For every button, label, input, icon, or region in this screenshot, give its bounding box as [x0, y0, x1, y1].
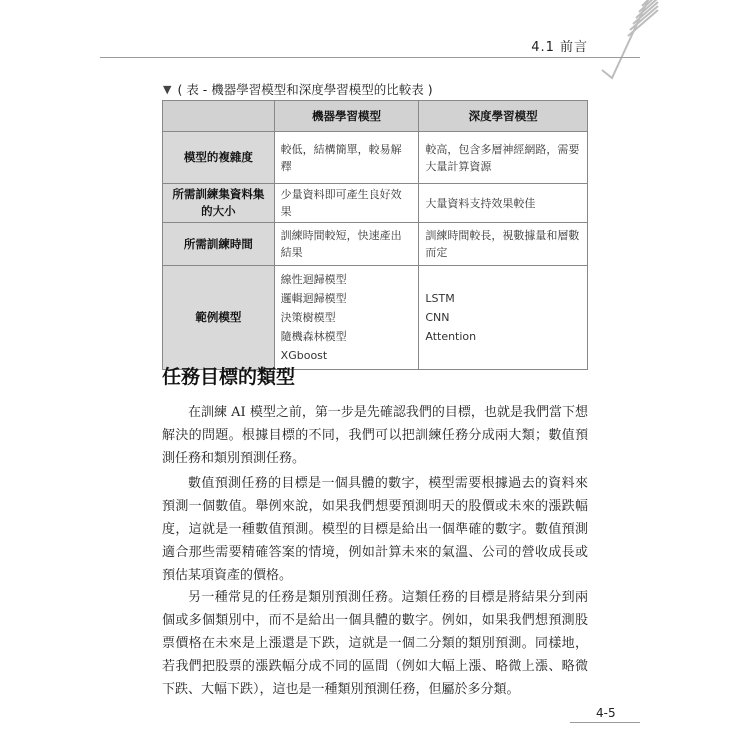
table-header-corner	[163, 101, 275, 132]
section-title: 任務目標的類型	[162, 366, 296, 388]
model-item: XGboost	[280, 349, 328, 362]
table-header-dl: 深度學習模型	[419, 101, 588, 132]
row-label: 範例模型	[163, 266, 275, 370]
dl-cell	[419, 266, 588, 370]
dl-cell: 較高，包含多層神經網路，需要大量計算資源	[419, 132, 588, 184]
model-item: LSTM	[425, 292, 455, 305]
table-header-ml: 機器學習模型	[274, 101, 419, 132]
row-label: 所需訓練時間	[163, 223, 275, 266]
model-item: 邏輯迴歸模型	[280, 292, 347, 305]
model-item: 線性迴歸模型	[280, 273, 347, 286]
ml-cell	[274, 266, 419, 370]
body-paragraph: 在訓練 AI 模型之前，第一步是先確認我們的目標，也就是我們當下想解決的問題。根據目標的不同，我們可以把訓練任務分成兩大類；數值預測任務和類別預測任務。	[162, 405, 588, 466]
ml-cell: 較低，結構簡單，較易解釋	[274, 132, 419, 184]
comparison-table	[162, 100, 588, 370]
ml-cell: 訓練時間較短，快速產出結果	[274, 223, 419, 266]
caption-triangle-icon: ▼	[163, 82, 172, 96]
dl-cell: 訓練時間較長，視數據量和層數而定	[419, 223, 588, 266]
body-paragraph: 另一種常見的任務是類別預測任務。這類任務的目標是將結果分到兩個或多個類別中，而不是給出一個具體的數字。例如，如果我們想預測股票價格在未來是上漲還是下跌，這就是一個二分類的類別預測。同樣地，若我們把股票的漲跌幅分成不同的區間（例如大幅上漲、略微上漲、略微下跌、大幅下跌），這也是一種類別預測任務，但屬於多分類。	[162, 590, 588, 697]
model-item: CNN	[425, 311, 450, 324]
table-caption-text: ( 表 - 機器學習模型和深度學習模型的比較表 )	[177, 82, 433, 97]
body-paragraph: 數值預測任務的目標是一個具體的數字，模型需要根據過去的資料來預測一個數值。舉例來說，如果我們想要預測明天的股價或未來的漲跌幅度，這就是一種數值預測。模型的目標是給出一個準確的數字。數值預測適合那些需要精確答案的情境，例如計算未來的氣溫、公司的營收成長或預估某項資產的價格。	[162, 476, 588, 583]
header-rule	[100, 57, 640, 58]
model-item: 隨機森林模型	[280, 330, 347, 343]
table-row	[163, 184, 588, 223]
dl-cell: 大量資料支持效果較佳	[419, 184, 588, 223]
table-row	[163, 223, 588, 266]
footer-rule	[570, 722, 640, 723]
table-caption	[163, 80, 433, 98]
table-header-row	[163, 101, 588, 132]
table-row	[163, 132, 588, 184]
ml-cell: 少量資料即可產生良好效果	[274, 184, 419, 223]
model-item: Attention	[425, 330, 477, 343]
model-item: 決策樹模型	[280, 311, 336, 324]
row-label: 所需訓練集資料集的大小	[163, 184, 275, 223]
row-label: 模型的複雜度	[163, 132, 275, 184]
page-number: 4-5	[596, 706, 616, 720]
running-header: 4.1 前言	[531, 40, 588, 55]
table-row	[163, 266, 588, 370]
corner-decoration-icon	[600, 0, 750, 80]
